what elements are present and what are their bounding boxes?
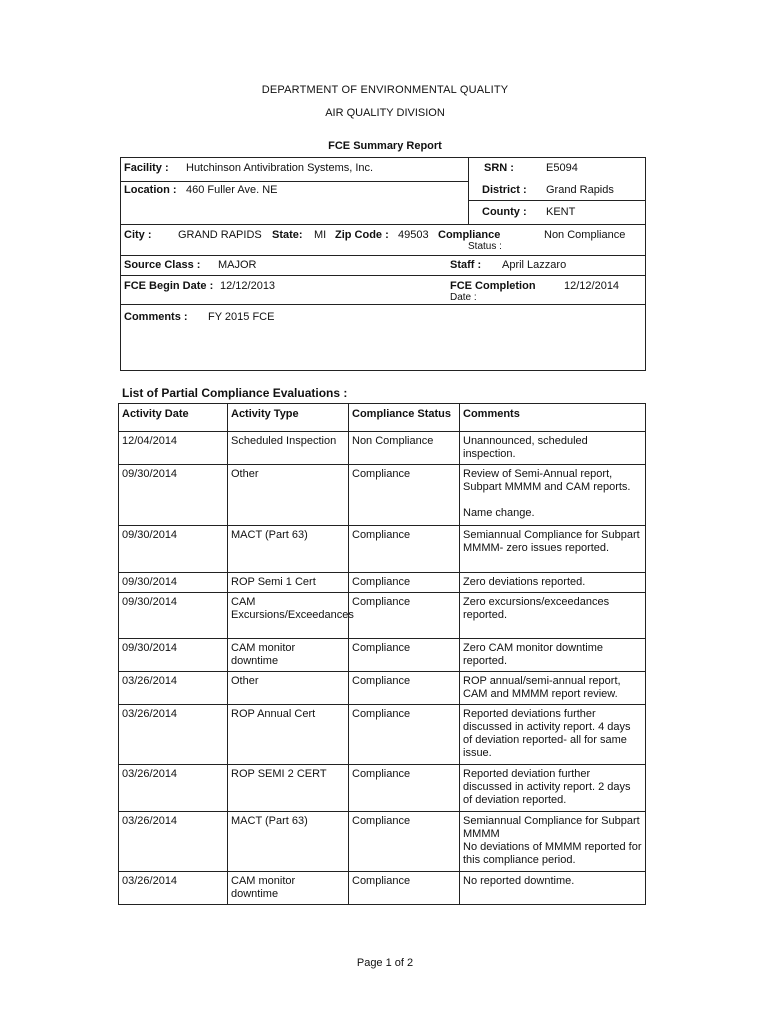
table-row (119, 593, 646, 639)
table-row (119, 705, 646, 765)
partial-evaluations-title: List of Partial Compliance Evaluations : (122, 386, 348, 400)
completion-date-label-2: Date : (450, 292, 477, 303)
partial-evaluations-table (118, 403, 646, 905)
facility-label: Facility : (124, 162, 169, 174)
completion-date-label: FCE Completion (450, 280, 536, 292)
city-value: GRAND RAPIDS (178, 229, 262, 241)
row-type: MACT (Part 63) (228, 526, 349, 573)
begin-date-value: 12/12/2013 (220, 280, 276, 292)
begin-date-label: FCE Begin Date : (124, 280, 214, 292)
row-date: 03/26/2014 (119, 672, 228, 705)
row-comments: Semiannual Compliance for Subpart MMMM No deviations of MMMM reported for this compliance period. (460, 812, 646, 872)
row-type: ROP SEMI 2 CERT (228, 765, 349, 812)
row-comments: Reported deviation further discussed in activity report. 2 days of deviation reported. (460, 765, 646, 812)
row-status: Non Compliance (349, 432, 460, 465)
row-status: Compliance (349, 872, 460, 905)
row-date: 12/04/2014 (119, 432, 228, 465)
row-status: Compliance (349, 765, 460, 812)
row-status: Compliance (349, 812, 460, 872)
county-value: KENT (546, 206, 576, 218)
table-row (119, 573, 646, 593)
location-label: Location : (124, 184, 177, 196)
row-status: Compliance (349, 639, 460, 672)
row-status: Compliance (349, 593, 460, 639)
row-status: Compliance (349, 526, 460, 573)
row-comments: No reported downtime. (460, 872, 646, 905)
row-date: 09/30/2014 (119, 593, 228, 639)
state-label: State: (272, 229, 303, 241)
zip-label: Zip Code : (335, 229, 389, 241)
row-comments: Zero deviations reported. (460, 573, 646, 593)
row-comments: Semiannual Compliance for Subpart MMMM- zero issues reported. (460, 526, 646, 573)
county-label: County : (482, 206, 527, 218)
header-activity-type: Activity Type (228, 404, 349, 432)
row-comments: Reported deviations further discussed in activity report. 4 days of deviation reported- all for same issue. (460, 705, 646, 765)
division-heading: AIR QUALITY DIVISION (325, 107, 445, 119)
row-type: ROP Annual Cert (228, 705, 349, 765)
row-type: Other (228, 672, 349, 705)
table-header-row (119, 404, 646, 432)
table-row (119, 812, 646, 872)
completion-date-value: 12/12/2014 (564, 280, 620, 292)
row-comments: Review of Semi-Annual report, Subpart MMMM and CAM reports. Name change. (460, 465, 646, 526)
compliance-status-value: Non Compliance (544, 229, 626, 241)
header-activity-date: Activity Date (119, 404, 228, 432)
comments-label: Comments : (124, 311, 188, 323)
table-row (119, 872, 646, 905)
row-status: Compliance (349, 672, 460, 705)
header-compliance-status: Compliance Status (349, 404, 460, 432)
header-comments: Comments (460, 404, 646, 432)
row-date: 03/26/2014 (119, 812, 228, 872)
row-type: ROP Semi 1 Cert (228, 573, 349, 593)
table-row (119, 639, 646, 672)
row-comments: Zero CAM monitor downtime reported. (460, 639, 646, 672)
row-date: 03/26/2014 (119, 765, 228, 812)
row-comments: ROP annual/semi-annual report, CAM and MMMM report review. (460, 672, 646, 705)
table-row (119, 526, 646, 573)
row-date: 09/30/2014 (119, 526, 228, 573)
row-date: 09/30/2014 (119, 639, 228, 672)
department-heading: DEPARTMENT OF ENVIRONMENTAL QUALITY (261, 84, 509, 96)
row-type: CAM Excursions/Exceedances (228, 593, 349, 639)
row-type: CAM monitor downtime (228, 639, 349, 672)
zip-value: 49503 (398, 229, 429, 241)
table-row (119, 432, 646, 465)
report-title: FCE Summary Report (328, 140, 442, 152)
staff-label: Staff : (450, 259, 482, 271)
city-label: City : (124, 229, 152, 241)
page-number: Page 1 of 2 (356, 957, 414, 969)
row-comments: Zero excursions/exceedances reported. (460, 593, 646, 639)
source-class-value: MAJOR (218, 259, 257, 271)
table-row (119, 465, 646, 526)
row-status: Compliance (349, 465, 460, 526)
row-date: 09/30/2014 (119, 465, 228, 526)
comments-value: FY 2015 FCE (208, 311, 275, 323)
row-type: MACT (Part 63) (228, 812, 349, 872)
row-comments: Unannounced, scheduled inspection. (460, 432, 646, 465)
compliance-label: Compliance (438, 229, 501, 241)
staff-value: April Lazzaro (502, 259, 567, 271)
row-date: 03/26/2014 (119, 705, 228, 765)
srn-value: E5094 (546, 162, 578, 174)
compliance-label-2: Status : (468, 241, 502, 252)
state-value: MI (314, 229, 327, 241)
table-row (119, 672, 646, 705)
row-date: 09/30/2014 (119, 573, 228, 593)
facility-value: Hutchinson Antivibration Systems, Inc. (186, 162, 374, 174)
source-class-label: Source Class : (124, 259, 201, 271)
row-status: Compliance (349, 573, 460, 593)
srn-label: SRN : (484, 162, 514, 174)
district-value: Grand Rapids (546, 184, 614, 196)
row-type: Scheduled Inspection (228, 432, 349, 465)
row-date: 03/26/2014 (119, 872, 228, 905)
row-type: Other (228, 465, 349, 526)
location-value: 460 Fuller Ave. NE (186, 184, 278, 196)
district-label: District : (482, 184, 527, 196)
row-status: Compliance (349, 705, 460, 765)
row-type: CAM monitor downtime (228, 872, 349, 905)
table-row (119, 765, 646, 812)
